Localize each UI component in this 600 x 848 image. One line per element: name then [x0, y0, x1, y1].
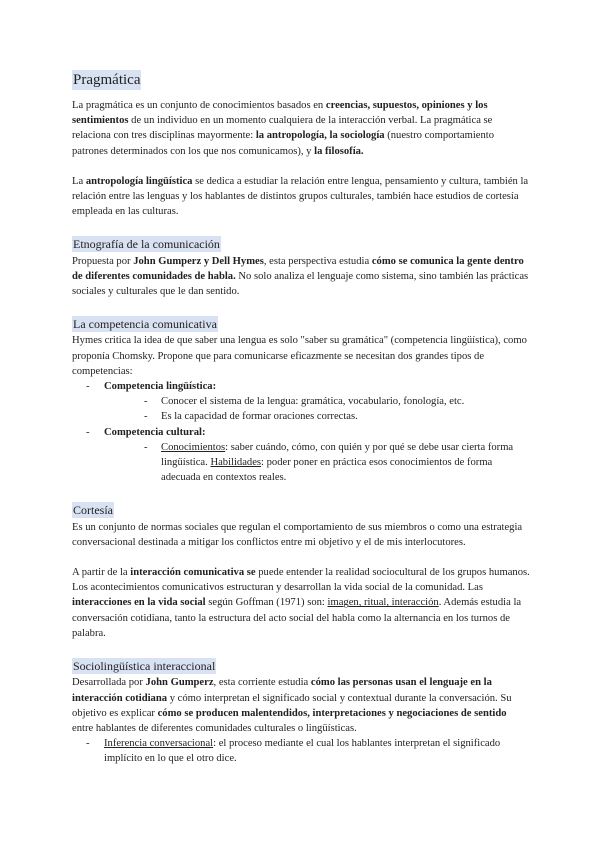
bold-run: interacción comunicativa se — [130, 567, 256, 579]
paragraph-etnografia — [72, 254, 530, 300]
text-run: La pragmática es un conjunto de conocimientos basados en — [72, 100, 326, 111]
text-run: (nuestro comportamiento patrones determinados con los que nos comunicamos), y — [72, 130, 495, 157]
text-run: entre hablantes de diferentes comunidades culturales o lingüísticas. — [72, 722, 357, 734]
section-heading-competencia: La competencia comunicativa — [73, 317, 217, 332]
section-heading-sociolinguistica: Sociolingüística interaccional — [73, 659, 216, 674]
sublist — [104, 394, 530, 424]
competencias-list — [72, 379, 530, 485]
underlined-run: imagen, ritual, interacción — [327, 597, 439, 609]
bold-run: John Gumperz — [145, 677, 214, 689]
text-run: puede entender la realidad sociocultural de los grupos humanos. Los acontecimientos comunicativos estructuran y desarrollan la vida social de la comunidad. Las — [72, 567, 530, 594]
bold-run: John Gumperz y Dell Hymes — [133, 255, 264, 267]
paragraph-pragmatica-definition — [72, 98, 530, 159]
section-pragmatica — [72, 70, 530, 219]
sublist — [104, 440, 530, 486]
text-run: : poder poner en práctica esos conocimientos de forma adecuada en contextos reales. — [161, 457, 493, 484]
list-item-label: Competencia cultural: — [104, 426, 206, 438]
bold-run: interacciones en la vida social — [72, 597, 206, 609]
list-item-inferencia — [72, 736, 530, 766]
paragraph-interaccion — [72, 565, 530, 641]
paragraph-antropologia — [72, 174, 530, 220]
text-run: . Además estudia la conversación cotidiana, tanto la estructura del acto social del habla como la alternancia en los turnos de palabra. — [72, 597, 522, 639]
text-run: se dedica a estudiar la relación entre lengua, pensamiento y cultura, también la relación entre las lenguas y los hablantes de distintos grupos culturales, también hace estudios de cortesía empleada en las culturas. — [72, 175, 529, 218]
bold-run: la filosofía. — [314, 145, 364, 157]
underlined-run: Inferencia conversacional — [104, 738, 214, 750]
text-run: , esta corriente estudia — [213, 677, 311, 689]
text-run: según Goffman (1971) son: — [205, 597, 328, 609]
list-item-competencia-linguistica — [72, 379, 530, 425]
bold-run: antropología lingüística — [85, 175, 193, 187]
paragraph-cortesia: Es un conjunto de normas sociales que regulan el comportamiento de sus miembros o como una estrategia conversacional destinada a mitigar los conflictos entre mi objetivo y el de mis interlocutores. — [72, 521, 523, 548]
text-run: No solo analiza el lenguaje como sistema, sino también las prácticas sociales y culturales que le dan sentido. — [72, 270, 529, 298]
list-item-label: Competencia lingüística: — [104, 381, 217, 393]
bold-run: cómo se producen malentendidos, interpretaciones y negociaciones de sentido — [157, 707, 507, 719]
page-title: Pragmática — [73, 72, 141, 88]
sublist-item: - Conocer el sistema de la lengua: gramática, vocabulario, fonología, etc. — [104, 394, 530, 409]
section-cortesia — [72, 502, 530, 641]
section-heading-etnografia: Etnografía de la comunicación — [73, 237, 220, 252]
bold-run: la antropología, la sociología — [255, 130, 385, 142]
text-run: : el proceso mediante el cual los hablantes interpretan el significado implícito en lo que el otro dice. — [104, 738, 501, 765]
paragraph-sociolinguistica — [72, 675, 530, 736]
text-run: A partir de la — [72, 567, 131, 579]
bold-run: creencias, supuestos, opiniones y los sentimientos — [72, 100, 488, 127]
text-run: Propuesta por — [72, 255, 134, 267]
underlined-run: Conocimientos — [161, 441, 226, 453]
paragraph-competencia: Hymes critica la idea de que saber una lengua es solo "saber su gramática" (competencia lingüística), como proponía Chomsky. Propone que para comunicarse eficazmente se necesitan dos grandes tipos de competencias: — [72, 335, 527, 377]
section-etnografia — [72, 236, 530, 299]
text-run: , esta perspectiva estudia — [263, 255, 372, 267]
sublist-item: - Es la capacidad de formar oraciones correctas. — [104, 409, 530, 424]
sociolinguistica-list — [72, 736, 530, 766]
text-run: de un individuo en un momento cualquiera de la interacción verbal. La pragmática se relaciona con tres disciplinas mayormente: — [72, 115, 493, 142]
section-competencia — [72, 316, 530, 485]
section-sociolinguistica — [72, 658, 530, 766]
underlined-run: Habilidades — [210, 457, 262, 469]
sublist-item — [104, 440, 530, 486]
text-run: y cómo interpretan el significado social y contextual durante la conversación. Su objetivo es explicar — [72, 692, 512, 719]
bold-run: cómo se comunica la gente dentro de diferentes comunidades de habla. — [72, 255, 524, 282]
section-heading-cortesia: Cortesía — [73, 503, 113, 518]
text-run: La — [72, 175, 86, 187]
text-run: : saber cuándo, cómo, con quién y por qué se debe usar cierta forma lingüística. — [161, 441, 514, 469]
list-item-competencia-cultural — [72, 425, 530, 486]
text-run: Desarrollada por — [72, 677, 146, 689]
bold-run: cómo las personas usan el lenguaje en la interacción cotidiana — [72, 677, 492, 704]
